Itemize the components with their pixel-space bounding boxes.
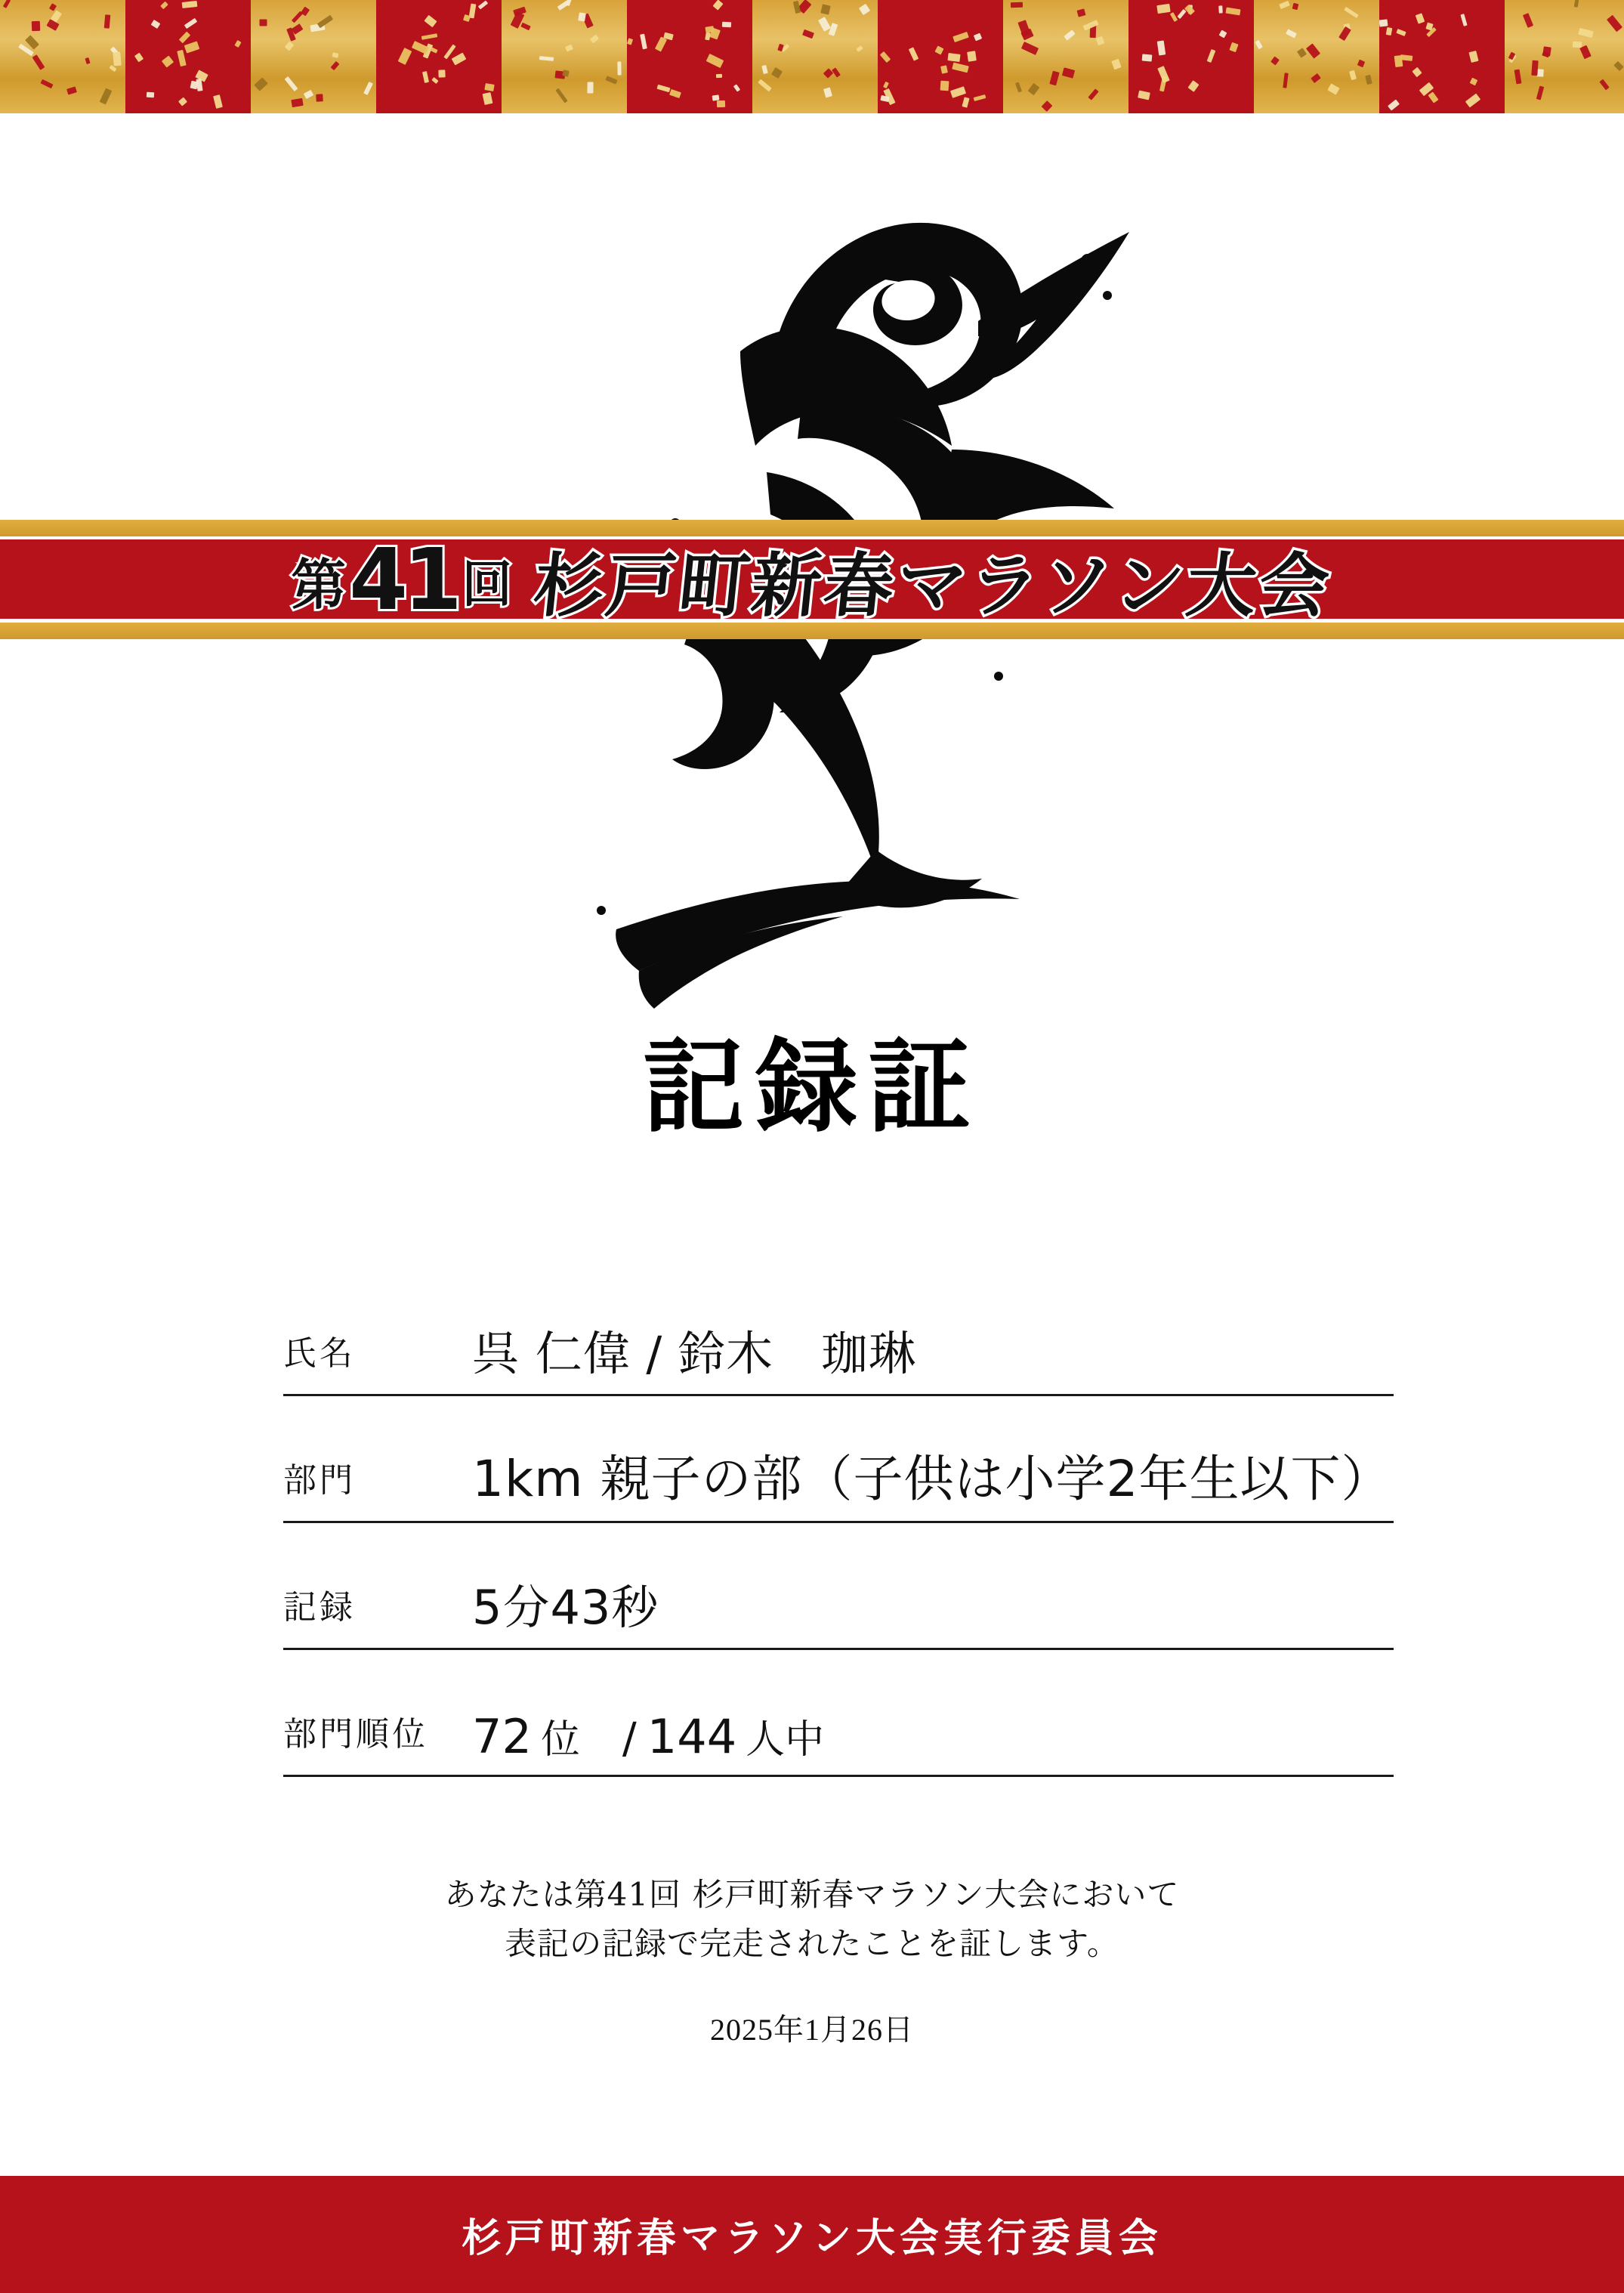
confetti-fleck [363, 82, 373, 95]
confetti-fleck [184, 18, 197, 29]
confetti-fleck [1468, 51, 1478, 63]
confetti-fleck [1279, 1, 1290, 9]
confetti-fleck [1613, 61, 1623, 71]
confetti-fleck [771, 67, 783, 79]
confetti-fleck [818, 17, 831, 32]
confetti-fleck [40, 79, 53, 88]
confetti-fleck [1574, 0, 1579, 8]
confetti-fleck [1088, 88, 1098, 100]
confetti-fleck [590, 35, 599, 44]
confetti-fleck [562, 70, 570, 77]
field-row-record [283, 1523, 1394, 1650]
banner-block-gold [1254, 0, 1379, 113]
confetti-fleck [1470, 78, 1478, 86]
value-category: 1km 親子の部（子供は小学2年生以下） [472, 1450, 1392, 1508]
confetti-fleck [1170, 12, 1178, 22]
confetti-fleck [104, 14, 111, 29]
confetti-fleck [412, 41, 429, 54]
confetti-fleck [285, 42, 295, 51]
confetti-fleck [1311, 73, 1321, 83]
confetti-fleck [1327, 83, 1339, 94]
confetti-fleck [952, 63, 969, 73]
value-runner-name: 呉 仁偉 / 鈴木 珈琳 [472, 1326, 917, 1381]
confetti-fleck [717, 100, 725, 107]
confetti-fleck [1416, 13, 1425, 23]
label-rank: 部門順位 [283, 1715, 428, 1754]
confetti-fleck [484, 83, 494, 91]
confetti-fleck [304, 90, 313, 99]
edition-number: 41 [349, 530, 458, 629]
confetti-fleck [1283, 73, 1288, 88]
confetti-fleck [66, 86, 77, 94]
confetti-fleck [880, 95, 889, 102]
confetti-fleck [1357, 60, 1365, 67]
confetti-fleck [967, 51, 977, 61]
confetti-fleck [100, 88, 113, 105]
confetti-fleck [260, 20, 267, 26]
confetti-fleck [483, 92, 493, 105]
confetti-fleck [332, 52, 338, 58]
confetti-fleck [1111, 59, 1122, 70]
confetti-fleck [151, 20, 161, 29]
edition-suffix: 回 [462, 555, 511, 613]
banner-block-gold [752, 0, 878, 113]
organizer-name: 杉戸町新春マラソン大会実行委員会 [461, 2215, 1162, 2261]
confetti-fleck [657, 85, 671, 92]
banner-block-gold [251, 0, 376, 113]
confetti-fleck [1365, 75, 1372, 85]
confetti-fleck [1096, 36, 1105, 45]
confetti-fleck [1156, 4, 1170, 14]
confetti-fleck [1015, 82, 1022, 93]
confetti-fleck [940, 65, 948, 73]
confetti-fleck [1028, 83, 1040, 95]
confetti-fleck [856, 45, 863, 52]
confetti-fleck [539, 56, 554, 61]
confetti-fleck [962, 97, 969, 107]
confetti-fleck [1207, 49, 1216, 63]
confetti-fleck [1177, 9, 1186, 19]
confetti-fleck [617, 61, 621, 75]
confetti-fleck [627, 38, 633, 45]
confetti-fleck [566, 0, 572, 6]
confetti-fleck [952, 32, 969, 42]
confetti-fleck [705, 32, 711, 41]
confetti-fleck [1465, 94, 1480, 108]
rank-position-unit: 位 [540, 1717, 580, 1763]
confetti-fleck [1607, 15, 1622, 32]
certificate-fields [283, 1269, 1394, 1777]
confetti-fleck [85, 57, 90, 64]
banner-block-gold [0, 0, 125, 113]
confetti-fleck [802, 29, 814, 39]
confetti-fleck [1157, 40, 1166, 55]
confetti-fleck [974, 33, 982, 42]
confetti-fleck [1184, 5, 1195, 15]
confetti-fleck [292, 11, 303, 23]
banner-block-gold [1003, 0, 1128, 113]
confetti-fleck [1428, 91, 1438, 103]
confetti-fleck [291, 98, 303, 107]
confetti-fleck [431, 77, 438, 84]
confetti-fleck [46, 19, 59, 31]
banner-block-red [125, 0, 251, 113]
confetti-fleck [421, 33, 438, 40]
confetti-fleck [1386, 27, 1393, 36]
rank-separator: / [622, 1714, 637, 1763]
confetti-fleck [520, 23, 530, 31]
confetti-fleck [316, 94, 323, 101]
banner-block-red [1128, 0, 1254, 113]
confetti-fleck [1157, 66, 1169, 83]
value-record-time: 5分43秒 [472, 1580, 659, 1635]
confetti-fleck [1412, 67, 1422, 77]
confetti-fleck [1225, 8, 1240, 16]
field-row-rank [283, 1650, 1394, 1777]
confetti-fleck [147, 92, 154, 98]
confetti-fleck [722, 22, 731, 28]
confetti-fleck [859, 4, 870, 15]
confetti-fleck [758, 79, 771, 92]
confetti-fleck [950, 86, 966, 98]
confetti-fleck [1396, 29, 1406, 36]
confetti-fleck [713, 0, 724, 11]
confetti-fleck [1542, 46, 1551, 56]
confetti-fleck [947, 53, 960, 62]
confetti-fleck [1011, 2, 1023, 8]
confetti-fleck [1573, 42, 1582, 48]
banner-block-red [878, 0, 1003, 113]
confetti-fleck [587, 82, 593, 93]
confetti-fleck [1042, 100, 1053, 112]
confetti-fleck [1344, 7, 1358, 18]
banner-block-gold [1505, 0, 1624, 113]
confetti-fleck [705, 26, 714, 33]
confetti-fleck [430, 47, 437, 53]
confetti-fleck [1297, 48, 1307, 57]
confetti-fleck [578, 12, 586, 21]
confetti-fleck [1286, 29, 1297, 38]
confetti-fleck [1218, 5, 1223, 13]
confetti-fleck [177, 50, 187, 66]
confetti-fleck [716, 74, 722, 78]
confetti-fleck [1187, 80, 1199, 92]
confetti-fleck [422, 71, 429, 83]
confetti-fleck [1460, 14, 1467, 26]
confetti-fleck [1514, 70, 1522, 85]
confetti-fleck [1077, 8, 1086, 17]
confetti-fleck [640, 34, 647, 50]
confetti-fleck [829, 23, 838, 36]
label-name: 氏名 [283, 1334, 356, 1373]
confetti-fleck [880, 51, 891, 63]
confetti-fleck [1292, 3, 1299, 10]
confetti-fleck [1599, 79, 1609, 91]
confetti-fleck [3, 0, 11, 8]
confetti-fleck [178, 97, 187, 107]
ribbon-title-text [0, 530, 1624, 629]
confetti-fleck [398, 48, 412, 65]
confetti-fleck [162, 55, 174, 67]
confetti-fleck [669, 89, 681, 98]
confetti-fleck [184, 41, 200, 53]
confetti-fleck [254, 77, 267, 91]
confetti-fleck [1338, 26, 1351, 41]
field-row-name [283, 1269, 1394, 1396]
top-decorative-banner [0, 0, 1624, 113]
confetti-fleck [160, 2, 168, 10]
confetti-fleck [331, 61, 340, 70]
confetti-fleck [113, 52, 122, 66]
banner-block-gold [502, 0, 627, 113]
confetti-fleck [32, 54, 45, 70]
rank-total-unit: 人中 [746, 1717, 825, 1763]
confetti-fleck [1536, 86, 1544, 100]
confetti-fleck [974, 94, 986, 101]
confetti-fleck [1379, 19, 1388, 26]
confetti-fleck [706, 54, 724, 68]
confetti-fleck [285, 76, 298, 91]
confetti-fleck [1531, 60, 1538, 76]
confetti-fleck [234, 40, 241, 48]
confetti-fleck [463, 14, 471, 22]
confetti-fleck [424, 15, 437, 27]
confetti-fleck [1255, 40, 1263, 50]
rank-total: 144 [647, 1709, 737, 1764]
confetti-fleck [1229, 42, 1238, 52]
rank-position: 72 [472, 1709, 532, 1764]
label-category: 部門 [283, 1461, 356, 1500]
confetti-fleck [1064, 29, 1075, 40]
footer-bar [0, 2176, 1624, 2293]
certification-statement [0, 1870, 1624, 1968]
value-rank [472, 1707, 824, 1764]
confetti-fleck [733, 84, 740, 91]
event-title-ribbon [0, 514, 1624, 646]
confetti-fleck [1049, 71, 1059, 86]
confetti-fleck [478, 1, 488, 10]
confetti-fleck [793, 1, 801, 14]
confetti-fleck [820, 4, 830, 14]
confetti-fleck [1388, 99, 1400, 110]
page-title: 記録証 [643, 1026, 981, 1146]
confetti-fleck [1306, 43, 1320, 58]
confetti-fleck [452, 53, 467, 66]
event-name: 杉戸町新春マラソン大会 [529, 545, 1336, 626]
edition-prefix: 第 [292, 552, 345, 617]
confetti-fleck [940, 81, 949, 91]
confetti-fleck [317, 15, 333, 29]
certification-date: 2025年1月26日 [710, 2013, 914, 2047]
confetti-fleck [1219, 30, 1227, 39]
certification-line-2: 表記の記録で完走されたことを証します。 [505, 1925, 1119, 1963]
confetti-fleck [134, 53, 144, 63]
confetti-fleck [1523, 13, 1533, 28]
confetti-fleck [655, 36, 667, 51]
confetti-fleck [32, 21, 40, 31]
confetti-fleck [109, 65, 116, 72]
confetti-fleck [213, 94, 223, 109]
confetti-fleck [182, 1, 198, 8]
confetti-fleck [1062, 67, 1075, 79]
confetti-fleck [823, 87, 832, 97]
confetti-fleck [1021, 42, 1039, 55]
label-record: 記録 [283, 1588, 356, 1627]
confetti-fleck [934, 45, 943, 54]
confetti-fleck [712, 94, 720, 100]
confetti-fleck [1578, 28, 1594, 38]
confetti-fleck [555, 88, 567, 104]
confetti-fleck [179, 32, 190, 44]
confetti-fleck [438, 70, 445, 77]
confetti-fleck [909, 47, 919, 60]
certification-line-1: あなたは第41回 杉戸町新春マラソン大会において [444, 1876, 1180, 1913]
banner-block-red [627, 0, 752, 113]
field-row-category [283, 1396, 1394, 1523]
banner-block-red [1379, 0, 1505, 113]
confetti-fleck [1138, 91, 1150, 100]
confetti-fleck [761, 65, 767, 74]
confetti-fleck [1349, 70, 1357, 80]
confetti-fleck [1270, 56, 1280, 65]
banner-block-red [376, 0, 502, 113]
confetti-fleck [605, 76, 617, 84]
confetti-fleck [565, 44, 573, 51]
confetti-fleck [1142, 54, 1153, 61]
confetti-fleck [1017, 20, 1030, 37]
